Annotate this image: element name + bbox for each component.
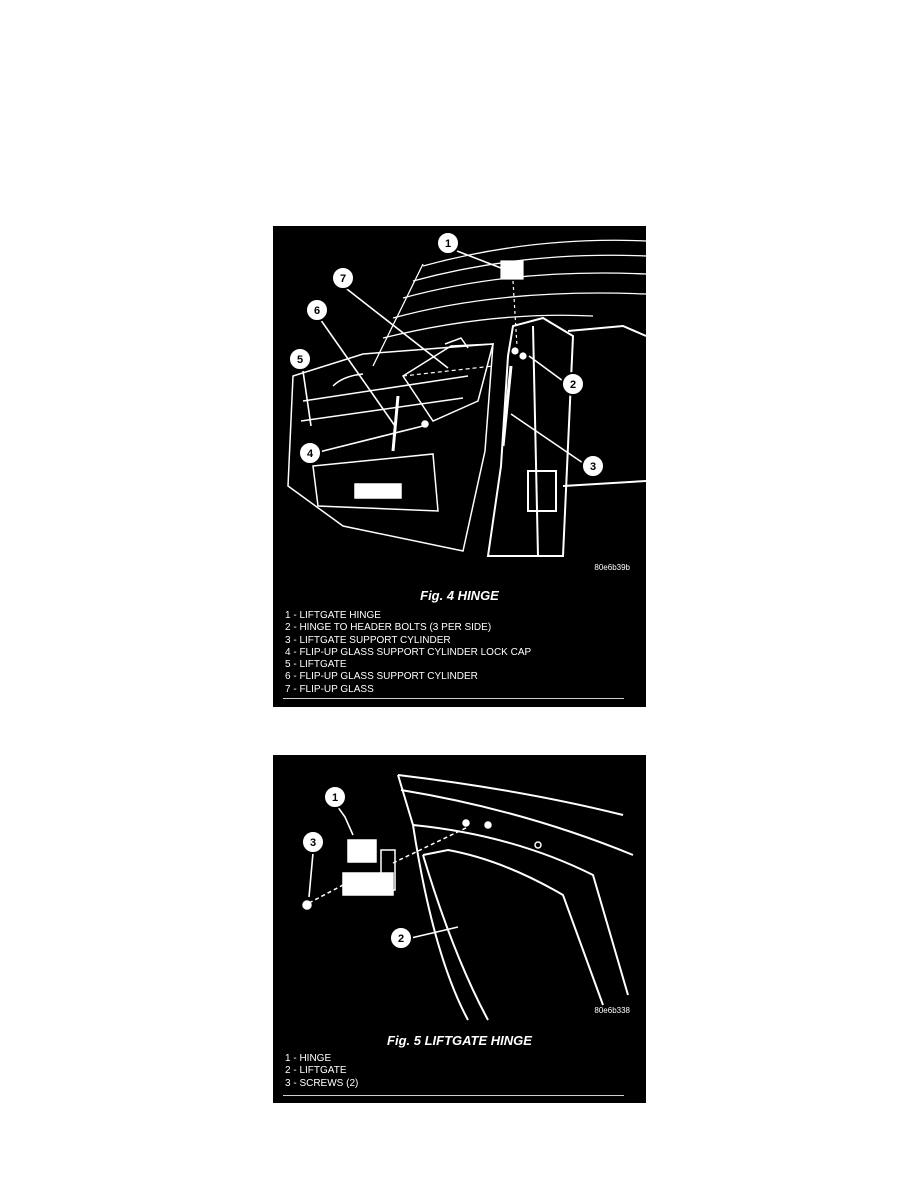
figure-5-liftgate-hinge [273, 755, 646, 1103]
svg-text:4: 4 [306, 448, 314, 460]
callout-2 [562, 373, 584, 395]
callouts [289, 232, 604, 477]
callout-2 [390, 927, 412, 949]
legend-item: 2 - LIFTGATE [285, 1065, 347, 1077]
liftgate-hinge-illustration [273, 226, 646, 586]
svg-text:2: 2 [397, 933, 405, 945]
legend-item: 3 - SCREWS (2) [285, 1077, 359, 1089]
callout-4 [299, 442, 321, 464]
figure-5-legend [285, 1053, 358, 1090]
figure-5-divider [283, 1095, 624, 1096]
figure-4-legend [285, 610, 531, 696]
figure-4-code: 80e6b39b [594, 563, 630, 572]
figure-5-caption: Fig. 5 LIFTGATE HINGE [387, 1033, 532, 1048]
legend-item: 7 - FLIP-UP GLASS [285, 683, 374, 695]
svg-text:3: 3 [309, 837, 317, 849]
figure-4-hinge [273, 226, 646, 707]
callout-5 [289, 348, 311, 370]
callout-6 [306, 299, 328, 321]
figure-4-divider [283, 698, 624, 699]
hinge-screws-illustration [273, 755, 646, 1025]
hinge-assembly [303, 820, 541, 909]
legend-item: 1 - HINGE [285, 1053, 332, 1064]
callout-3 [582, 455, 604, 477]
liftgate-panel [398, 775, 633, 1020]
callout-1 [437, 232, 459, 254]
figure-4-caption: Fig. 4 HINGE [420, 588, 499, 603]
svg-text:1: 1 [331, 792, 339, 804]
svg-text:7: 7 [339, 273, 347, 285]
legend-item: 1 - LIFTGATE HINGE [285, 610, 381, 621]
callout-7 [332, 267, 354, 289]
body-opening [488, 318, 646, 556]
svg-text:6: 6 [313, 305, 321, 317]
callout-3 [302, 831, 324, 853]
svg-text:2: 2 [569, 379, 577, 391]
figure-5-code: 80e6b338 [594, 1006, 630, 1015]
svg-text:3: 3 [589, 461, 597, 473]
callout-1 [324, 786, 346, 808]
leader-lines [309, 803, 458, 938]
svg-text:5: 5 [296, 354, 304, 366]
legend-item: 4 - FLIP-UP GLASS SUPPORT CYLINDER LOCK CAP [285, 646, 532, 658]
svg-text:1: 1 [444, 238, 452, 250]
legend-item: 3 - LIFTGATE SUPPORT CYLINDER [285, 634, 451, 646]
legend-item: 2 - HINGE TO HEADER BOLTS (3 PER SIDE) [285, 622, 492, 634]
legend-item: 5 - LIFTGATE [285, 659, 347, 671]
legend-item: 6 - FLIP-UP GLASS SUPPORT CYLINDER [285, 671, 478, 683]
